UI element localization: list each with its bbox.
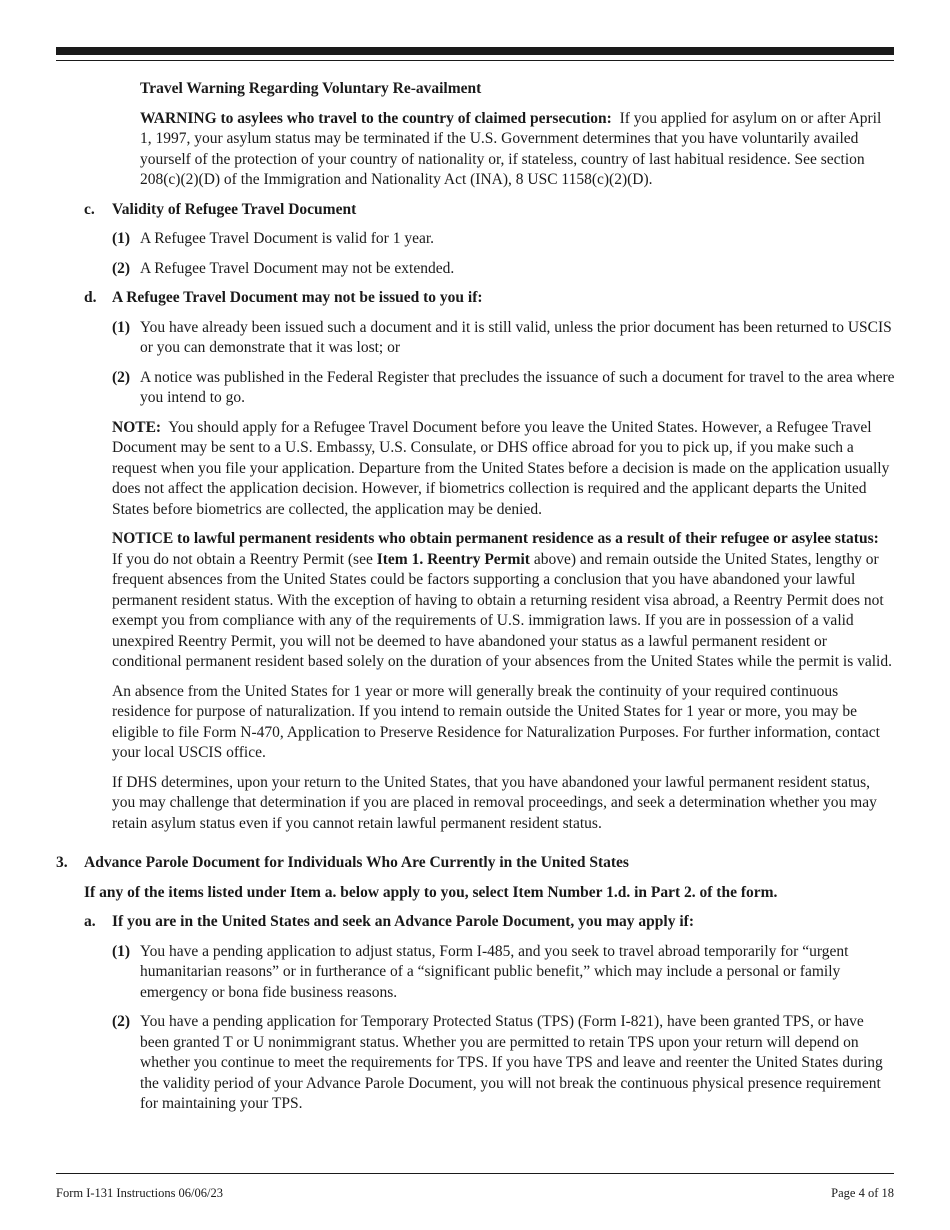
- item-text: You have a pending application to adjust status, Form I-485, and you seek to travel abroad temporarily for “urgent humanitarian reasons” or in furtherance of a “significant public benefit,” which may include a personal or family emergency or bona fide business reasons.: [140, 942, 849, 1001]
- absence-paragraph: An absence from the United States for 1 year or more will generally break the continuity of your required continuous residence for purpose of naturalization. If you intend to remain outside the United States for 1 year or more, you may be eligible to file Form N-470, Application to Preserve Residence for Naturalization Purposes. For further information, contact your local USCIS office.: [112, 682, 880, 761]
- section-c-item-2: [56, 259, 896, 280]
- section-d-title: A Refugee Travel Document may not be issued to you if:: [112, 289, 483, 306]
- warning-label: WARNING to asylees who travel to the country of claimed persecution:: [140, 109, 612, 127]
- notice-text-2: above) and remain outside the United States, lengthy or frequent absences from the United States could be factors supporting a conclusion that you have abandoned your lawful permanent resident status. With the exception of having to obtain a returning resident visa abroad, a Reentry Permit does not exempt you from compliance with any of the requirements of U.S. immigration laws. If you are in possession of a valid unexpired Reentry Permit, you will not be deemed to have abandoned your status as a lawful permanent resident or conditional permanent resident based solely on the duration of your absences from the United States while the permit is valid.: [112, 550, 892, 670]
- section-c-label: c.: [84, 200, 95, 218]
- note-paragraph: [56, 418, 896, 521]
- footer-form-id: Form I-131 Instructions 06/06/23: [56, 1186, 224, 1200]
- note-text: You should apply for a Refugee Travel Document before you leave the United States. However, a Refugee Travel Document may be sent to a U.S. Embassy, U.S. Consulate, or DHS office abroad for you to pick up, if you make such a request when you file your application. Departure from the United States before a decision is made on the application usually does not affect the application decision. However, if biometrics collection is required and the applicant departs the United States before biometrics are collected, the application may be denied.: [112, 418, 890, 518]
- section-d-heading: [56, 288, 896, 309]
- section-c-title: Validity of Refugee Travel Document: [112, 200, 357, 218]
- travel-warning-paragraph: [140, 109, 896, 191]
- item-number: (2): [112, 368, 131, 386]
- section-3-instruction: If any of the items listed under Item a. below apply to you, select Item Number 1.d. in Part 2. of the form.: [84, 883, 778, 901]
- section-3a-item-1: [56, 942, 896, 1004]
- dhs-paragraph: If DHS determines, upon your return to the United States, that you have abandoned your lawful permanent resident status, you may challenge that determination if you are placed in removal proceedings, and seek a determination whether you may retain asylum status even if you cannot retain lawful permanent resident status.: [112, 773, 877, 832]
- section-3-label: 3.: [56, 854, 68, 871]
- section-3a-label: a.: [84, 913, 96, 930]
- section-c-item-1: [56, 229, 896, 250]
- footer-rule: [56, 1173, 894, 1174]
- warning-text: If you applied for asylum on or after April 1, 1997, your asylum status may be terminated if the U.S. Government determines that you have voluntarily availed yourself of the protection of your country of nationality or, if stateless, country of last habitual residence. See section 208(c)(2)(D) of the Immigration and Nationality Act (INA), 8 USC 1158(c)(2)(D).: [140, 109, 882, 188]
- section-c-heading: [56, 200, 896, 221]
- item-text: You have already been issued such a document and it is still valid, unless the prior document has been returned to USCIS or you can demonstrate that it was lost; or: [140, 318, 892, 356]
- section-3-heading: [56, 853, 896, 874]
- item-text: A notice was published in the Federal Register that precludes the issuance of such a document for travel to the area where you intend to go.: [140, 368, 895, 406]
- section-3a-heading: [56, 912, 896, 933]
- item-number: (1): [112, 230, 131, 247]
- header-thick-rule: [56, 47, 894, 55]
- notice-paragraph: [56, 529, 896, 673]
- item-text: A Refugee Travel Document is valid for 1 year.: [140, 230, 435, 247]
- note-label: NOTE:: [112, 418, 162, 436]
- page-content: [56, 79, 896, 1115]
- travel-warning-title: Travel Warning Regarding Voluntary Re-availment: [140, 80, 482, 97]
- notice-reference: Item 1. Reentry Permit: [376, 550, 530, 568]
- item-number: (2): [112, 1013, 131, 1030]
- section-d-item-1: [56, 318, 896, 359]
- notice-text-1: If you do not obtain a Reentry Permit (see: [112, 550, 373, 568]
- notice-label: NOTICE to lawful permanent residents who obtain permanent residence as a result of their refugee or asylee status:: [112, 530, 879, 547]
- section-3-title: Advance Parole Document for Individuals Who Are Currently in the United States: [84, 854, 629, 871]
- section-3a-title: If you are in the United States and seek an Advance Parole Document, you may apply if:: [112, 913, 694, 930]
- item-number: (1): [112, 942, 131, 960]
- footer-page-number: Page 4 of 18: [831, 1186, 894, 1200]
- item-number: (1): [112, 318, 131, 336]
- section-3a-item-2: [56, 1012, 896, 1115]
- section-d-item-2: [56, 368, 896, 409]
- section-d-label: d.: [84, 289, 97, 306]
- item-text: You have a pending application for Temporary Protected Status (TPS) (Form I-821), have been granted TPS, or have been granted T or U nonimmigrant status. Whether you are permitted to retain TPS upon your return will depend on whether you continue to meet the requirements for TPS. If you have TPS and leave and reenter the United States during the validity period of your Advance Parole Document, you will not break the continuous physical presence requirement for maintaining your TPS.: [140, 1013, 883, 1112]
- header-thin-rule: [56, 60, 894, 61]
- item-number: (2): [112, 259, 131, 277]
- item-text: A Refugee Travel Document may not be extended.: [140, 259, 455, 277]
